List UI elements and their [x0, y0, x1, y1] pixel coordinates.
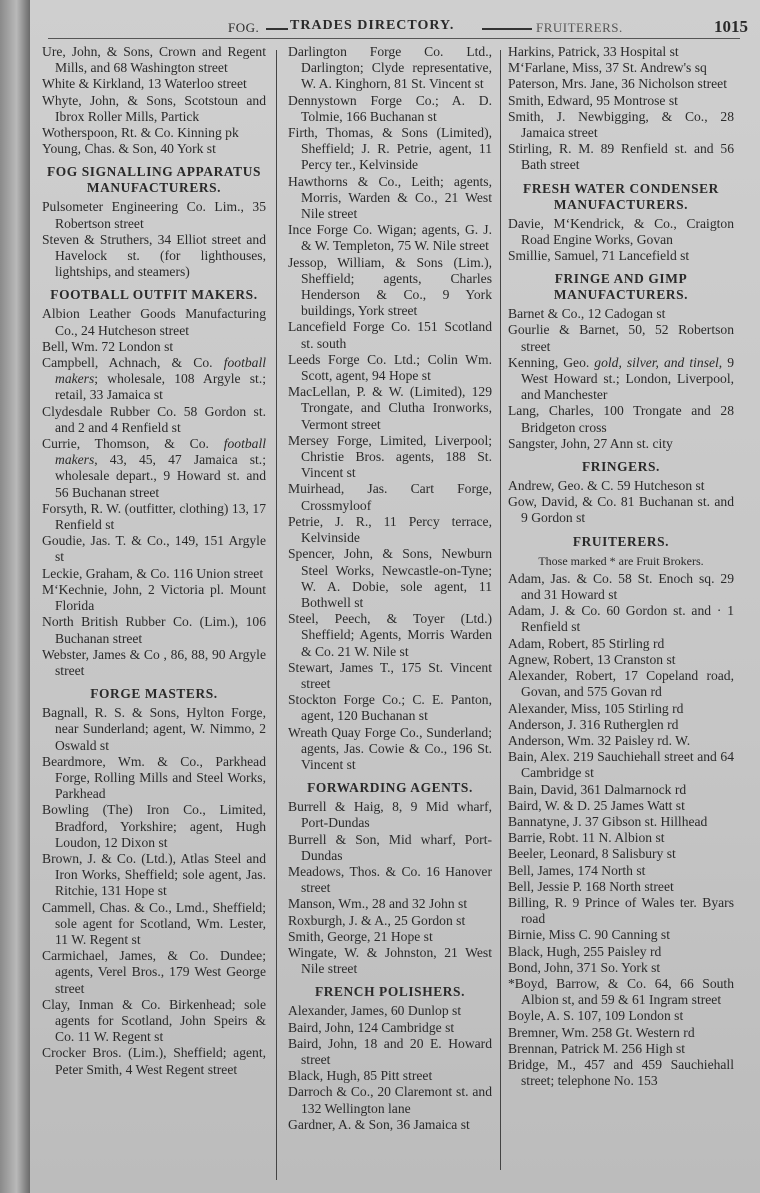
- directory-entry: Barnet & Co., 12 Cadogan st: [508, 306, 666, 322]
- directory-entry: Alexander, Miss, 105 Stirling rd: [508, 700, 684, 716]
- directory-entry: Ure, John, & Sons, Crown and Regent Mills, and 68 Washington street: [42, 44, 266, 76]
- running-head-title: TRADES DIRECTORY.: [290, 18, 455, 33]
- directory-entry: Stirling, R. M. 89 Renfield st. and 56 Bath street: [508, 141, 734, 173]
- directory-entry: Beeler, Leonard, 8 Salisbury st: [508, 846, 676, 862]
- directory-entry: Birnie, Miss C. 90 Canning st: [508, 927, 671, 943]
- directory-entry: Lancefield Forge Co. 151 Scotland st. south: [288, 319, 492, 351]
- section-heading: FOG SIGNALLING APPARATUS MANUFACTURERS.: [46, 164, 262, 196]
- directory-entry: M‘Kechnie, John, 2 Victoria pl. Mount Florida: [42, 581, 266, 614]
- running-head: [30, 16, 760, 38]
- entry-name: Currie, Thomson, & Co.: [42, 436, 224, 452]
- directory-entry: Barrie, Robt. 11 N. Albion st: [508, 830, 665, 846]
- section-heading: FRUITERERS.: [572, 533, 670, 549]
- directory-entry: Boyle, A. S. 107, 109 London st: [508, 1008, 684, 1024]
- directory-entry: Albion Leather Goods Manufacturing Co., 24 Hutcheson street: [42, 306, 266, 338]
- directory-entry: Baird, John, 18 and 20 E. Howard street: [288, 1035, 492, 1067]
- directory-entry: Bowling (The) Iron Co., Limited, Bradford, Yorkshire; agent, Hugh Loudon, 12 Dixon st: [42, 802, 266, 850]
- directory-entry: Bain, David, 361 Dalmarnock rd: [508, 781, 687, 797]
- directory-entry: *Boyd, Barrow, & Co. 64, 66 South Albion st, and 59 & 61 Ingram street: [508, 975, 734, 1008]
- entry-name: Kenning, Geo.: [508, 354, 595, 370]
- directory-entry: Smillie, Samuel, 71 Lancefield st: [508, 248, 690, 264]
- entry-address: , 43, 45, 47 Jamaica st.; wholesale depart., 9 Howard st. and 56 Buchanan street: [55, 452, 266, 500]
- directory-entry: Goudie, Jas. T. & Co., 149, 151 Argyle st: [42, 533, 266, 565]
- column-1: [42, 44, 266, 1078]
- directory-entry: Bell, James, 174 North st: [508, 862, 646, 878]
- directory-entry: Gow, David, & Co. 81 Buchanan st. and 9 Gordon st: [508, 494, 734, 526]
- directory-entry: Bell, Wm. 72 London st: [42, 338, 174, 354]
- directory-entry: Paterson, Mrs. Jane, 36 Nicholson street: [508, 76, 727, 92]
- section-heading: FORWARDING AGENTS.: [307, 780, 473, 796]
- directory-entry: Steel, Peech, & Toyer (Ltd.) Sheffield; Agents, Morris Warden & Co. 21 W. Nile st: [288, 611, 492, 659]
- directory-entry: Smith, Edward, 95 Montrose st: [508, 92, 678, 108]
- directory-entry: Stockton Forge Co.; C. E. Panton, agent, 120 Buchanan st: [288, 692, 492, 724]
- directory-entry: Darroch & Co., 20 Claremont st. and 132 Wellington lane: [288, 1084, 492, 1116]
- directory-entry: Carmichael, James, & Co. Dundee; agents, Verel Bros., 179 West George street: [42, 948, 266, 996]
- section-heading: FRESH WATER CONDENSER MANUFACTURERS.: [523, 180, 719, 212]
- directory-entry: Pulsometer Engineering Co. Lim., 35 Robertson street: [42, 199, 266, 231]
- entry-name: Campbell, Achnach, & Co.: [42, 355, 224, 371]
- section-heading: FRINGERS.: [582, 459, 660, 475]
- directory-page: [30, 0, 760, 1193]
- directory-entry: Spencer, John, & Sons, Newburn Steel Works, Newcastle-on-Tyne; W. A. Dobie, sole agent, 11 Bothwell st: [288, 546, 492, 610]
- directory-entry: Jessop, William, & Sons (Lim.), Sheffield; agents, Charles Henderson & Co., 9 York buildings, York street: [288, 254, 492, 319]
- directory-entry: Steven & Struthers, 34 Elliot street and Havelock st. (for lighthouses, lightships, and steamers): [42, 231, 266, 280]
- head-dash: [266, 28, 288, 30]
- directory-entry: Manson, Wm., 28 and 32 John st: [288, 896, 468, 912]
- directory-entry: Alexander, James, 60 Dunlop st: [288, 1003, 462, 1019]
- directory-entry: Bannatyne, J. 37 Gibson st. Hillhead: [508, 813, 708, 829]
- directory-entry: Clay, Inman & Co. Birkenhead; sole agents for Scotland, John Speirs & Co. 11 W. Regent st: [42, 996, 266, 1045]
- directory-entry: Leckie, Graham, & Co. 116 Union street: [42, 565, 264, 581]
- directory-entry: Burrell & Son, Mid wharf, Port-Dundas: [288, 831, 492, 863]
- directory-entry: Hawthorns & Co., Leith; agents, Morris, Warden & Co., 21 West Nile street: [288, 173, 492, 222]
- directory-entry: Firth, Thomas, & Sons (Limited), Sheffield; J. R. Petrie, agent, 11 Percy ter., Kelvinside: [288, 125, 492, 173]
- section-heading: FRINGE AND GIMP MANUFACTURERS.: [553, 271, 689, 303]
- directory-entry: Beardmore, Wm. & Co., Parkhead Forge, Rolling Mills and Steel Works, Parkhead: [42, 753, 266, 802]
- section-heading: FORGE MASTERS.: [90, 686, 218, 702]
- directory-entry: Adam, Jas. & Co. 58 St. Enoch sq. 29 and 31 Howard st: [508, 570, 734, 603]
- directory-entry: MacLellan, P. & W. (Limited), 129 Trongate, and Clutha Ironworks, Vermont street: [288, 384, 492, 432]
- directory-entry: Gourlie & Barnet, 50, 52 Robertson street: [508, 322, 734, 354]
- directory-entry: North British Rubber Co. (Lim.), 106 Buchanan street: [42, 614, 266, 646]
- directory-entry: Bond, John, 371 So. York st: [508, 959, 661, 975]
- directory-entry: Black, Hugh, 255 Paisley rd: [508, 943, 662, 959]
- column-2: [288, 44, 492, 1133]
- entry-trade: football makers: [55, 355, 266, 387]
- directory-entry: Gardner, A. & Son, 36 Jamaica st: [288, 1116, 470, 1132]
- section-heading: FOOTBALL OUTFIT MAKERS.: [50, 287, 258, 303]
- section-heading: FRENCH POLISHERS.: [314, 984, 466, 1000]
- directory-entry: Sangster, John, 27 Ann st. city: [508, 435, 673, 451]
- directory-entry: Anderson, Wm. 32 Paisley rd. W.: [508, 732, 691, 748]
- column-divider: [276, 50, 277, 1180]
- directory-entry: Whyte, John, & Sons, Scotstoun and Ibrox Roller Mills, Partick: [42, 92, 266, 124]
- directory-entry: Bremner, Wm. 258 Gt. Western rd: [508, 1024, 695, 1040]
- directory-entry: Cammell, Chas. & Co., Lmd., Sheffield; sole agent for Scotland, Wm. Lester, 11 W. Regent st: [42, 899, 266, 947]
- directory-entry: Darlington Forge Co. Ltd., Darlington; Clyde representative, W. A. Kinghorn, 81 St. Vincent st: [288, 44, 492, 92]
- directory-entry: Lang, Charles, 100 Trongate and 28 Bridgeton cross: [508, 403, 734, 435]
- directory-entry: Burrell & Haig, 8, 9 Mid wharf, Port-Dundas: [288, 799, 492, 831]
- directory-entry: [508, 355, 734, 404]
- directory-entry: [42, 355, 266, 404]
- head-dash: [482, 28, 532, 30]
- facing-page-edge: [0, 0, 30, 1193]
- directory-entry: Clydesdale Rubber Co. 58 Gordon st. and 2 and 4 Renfield st: [42, 403, 266, 435]
- directory-entry: Roxburgh, J. & A., 25 Gordon st: [288, 912, 466, 928]
- directory-entry: Bell, Jessie P. 168 North street: [508, 878, 674, 894]
- directory-entry: Mersey Forge, Limited, Liverpool; Christie Bros. agents, 188 St. Vincent st: [288, 432, 492, 481]
- directory-entry: Wotherspoon, Rt. & Co. Kinning pk: [42, 125, 239, 141]
- directory-entry: Ince Forge Co. Wigan; agents, G. J. & W. Templeton, 75 W. Nile street: [288, 222, 492, 254]
- directory-entry: Wingate, W. & Johnston, 21 West Nile street: [288, 944, 492, 977]
- directory-entry: Crocker Bros. (Lim.), Sheffield; agent, Peter Smith, 4 West Regent street: [42, 1045, 266, 1077]
- directory-entry: Webster, James & Co , 86, 88, 90 Argyle street: [42, 646, 266, 678]
- entry-address: ; wholesale, 108 Argyle st.; retail, 33 Jamaica st: [55, 371, 266, 403]
- directory-entry: Baird, John, 124 Cambridge st: [288, 1019, 455, 1035]
- directory-entry: Davie, M‘Kendrick, & Co., Craigton Road Engine Works, Govan: [508, 215, 734, 247]
- directory-entry: Bagnall, R. S. & Sons, Hylton Forge, near Sunderland; agent, W. Nimmo, 2 Oswald st: [42, 705, 266, 753]
- directory-entry: Petrie, J. R., 11 Percy terrace, Kelvinside: [288, 513, 492, 546]
- entry-trade: football makers: [55, 436, 266, 468]
- directory-entry: Wreath Quay Forge Co., Sunderland; agents, Jas. Cowie & Co., 196 St. Vincent st: [288, 724, 492, 772]
- directory-entry: Brown, J. & Co. (Ltd.), Atlas Steel and Iron Works, Sheffield; sole agent, Jas. Ritchie, 131 Hope st: [42, 850, 266, 899]
- directory-entry: Andrew, Geo. & C. 59 Hutcheson st: [508, 478, 705, 494]
- directory-entry: [42, 436, 266, 501]
- column-3: [508, 44, 734, 1089]
- directory-entry: Dennystown Forge Co.; A. D. Tolmie, 166 Buchanan st: [288, 92, 492, 124]
- directory-entry: Agnew, Robert, 13 Cranston st: [508, 651, 676, 667]
- directory-entry: Anderson, J. 316 Rutherglen rd: [508, 716, 679, 732]
- directory-entry: Billing, R. 9 Prince of Wales ter. Byars road: [508, 894, 734, 927]
- directory-entry: Smith, J. Newbigging, & Co., 28 Jamaica street: [508, 108, 734, 141]
- directory-entry: Bridge, M., 457 and 459 Sauchiehall street; telephone No. 153: [508, 1056, 734, 1089]
- running-head-left: FOG.: [228, 20, 260, 35]
- running-head-right: FRUITERERS.: [536, 20, 623, 35]
- directory-entry: Muirhead, Jas. Cart Forge, Crossmyloof: [288, 481, 492, 513]
- directory-entry: Forsyth, R. W. (outfitter, clothing) 13, 17 Renfield st: [42, 500, 266, 533]
- directory-entry: White & Kirkland, 13 Waterloo street: [42, 76, 247, 92]
- section-note: Those marked * are Fruit Brokers.: [538, 553, 704, 568]
- entry-address: , 9 West Howard st.; London, Liverpool, and Manchester: [521, 354, 734, 403]
- directory-entry: Black, Hugh, 85 Pitt street: [288, 1068, 433, 1084]
- directory-entry: Harkins, Patrick, 33 Hospital st: [508, 44, 679, 59]
- entry-trade: gold, silver, and tinsel: [594, 354, 719, 370]
- page-number: 1015: [714, 17, 748, 36]
- directory-entry: Brennan, Patrick M. 256 High st: [508, 1040, 686, 1056]
- directory-entry: Adam, J. & Co. 60 Gordon st. and · 1 Renfield st: [508, 603, 734, 635]
- directory-entry: Young, Chas. & Son, 40 York st: [42, 141, 216, 157]
- column-divider: [500, 50, 501, 1170]
- header-rule: [48, 38, 740, 39]
- directory-entry: Leeds Forge Co. Ltd.; Colin Wm. Scott, agent, 94 Hope st: [288, 351, 492, 384]
- directory-entry: Alexander, Robert, 17 Copeland road, Govan, and 575 Govan rd: [508, 668, 734, 700]
- directory-entry: Meadows, Thos. & Co. 16 Hanover street: [288, 863, 492, 896]
- directory-entry: Smith, George, 21 Hope st: [288, 928, 433, 944]
- directory-entry: Stewart, James T., 175 St. Vincent street: [288, 659, 492, 691]
- directory-entry: Adam, Robert, 85 Stirling rd: [508, 635, 665, 651]
- directory-entry: Bain, Alex. 219 Sauchiehall street and 64 Cambridge st: [508, 749, 734, 781]
- directory-entry: M‘Farlane, Miss, 37 St. Andrew's sq: [508, 60, 707, 76]
- directory-entry: Baird, W. & D. 25 James Watt st: [508, 797, 685, 813]
